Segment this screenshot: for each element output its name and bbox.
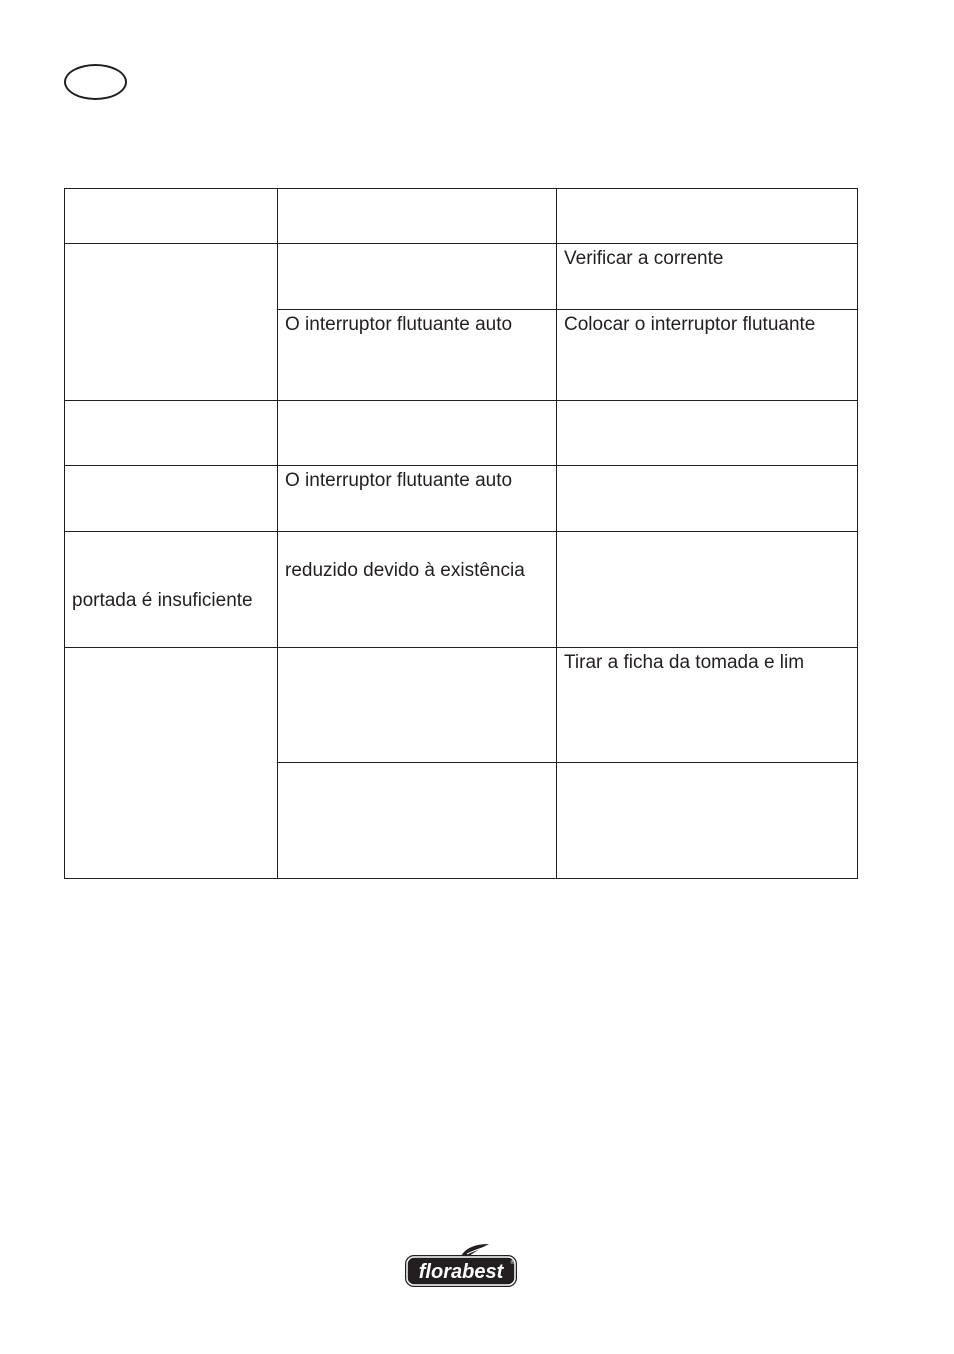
header-problem [65, 189, 278, 244]
solution-cell [557, 763, 858, 879]
problem-cell: portada é insuficiente [65, 532, 278, 648]
table-row [65, 244, 858, 310]
table-header-row [65, 189, 858, 244]
header-solution [557, 189, 858, 244]
cause-cell [278, 244, 557, 310]
solution-cell [557, 466, 858, 532]
problem-cell [65, 244, 278, 401]
cause-cell [278, 401, 557, 466]
problem-cell [65, 648, 278, 879]
solution-cell [557, 401, 858, 466]
solution-cell: Verificar a corrente [557, 244, 858, 310]
table-row [65, 466, 858, 532]
florabest-logo [403, 1242, 519, 1290]
solution-cell: Tirar a ficha da tomada e lim [557, 648, 858, 763]
cause-cell [278, 648, 557, 763]
problem-cell [65, 466, 278, 532]
language-badge [64, 64, 127, 100]
svg-text:®: ® [510, 1260, 515, 1266]
cause-cell [278, 763, 557, 879]
cause-cell: reduzido devido à existência [278, 532, 557, 648]
troubleshooting-table [64, 188, 858, 879]
header-cause [278, 189, 557, 244]
solution-cell: Colocar o interruptor flutuante [557, 310, 858, 401]
solution-cell [557, 532, 858, 648]
problem-cell [65, 401, 278, 466]
table-row [65, 401, 858, 466]
table-row [65, 532, 858, 648]
cause-cell: O interruptor flutuante auto [278, 466, 557, 532]
logo-text: florabest [418, 1261, 504, 1283]
table-row [65, 648, 858, 763]
cause-cell: O interruptor flutuante auto [278, 310, 557, 401]
leaf-icon [461, 1244, 489, 1256]
